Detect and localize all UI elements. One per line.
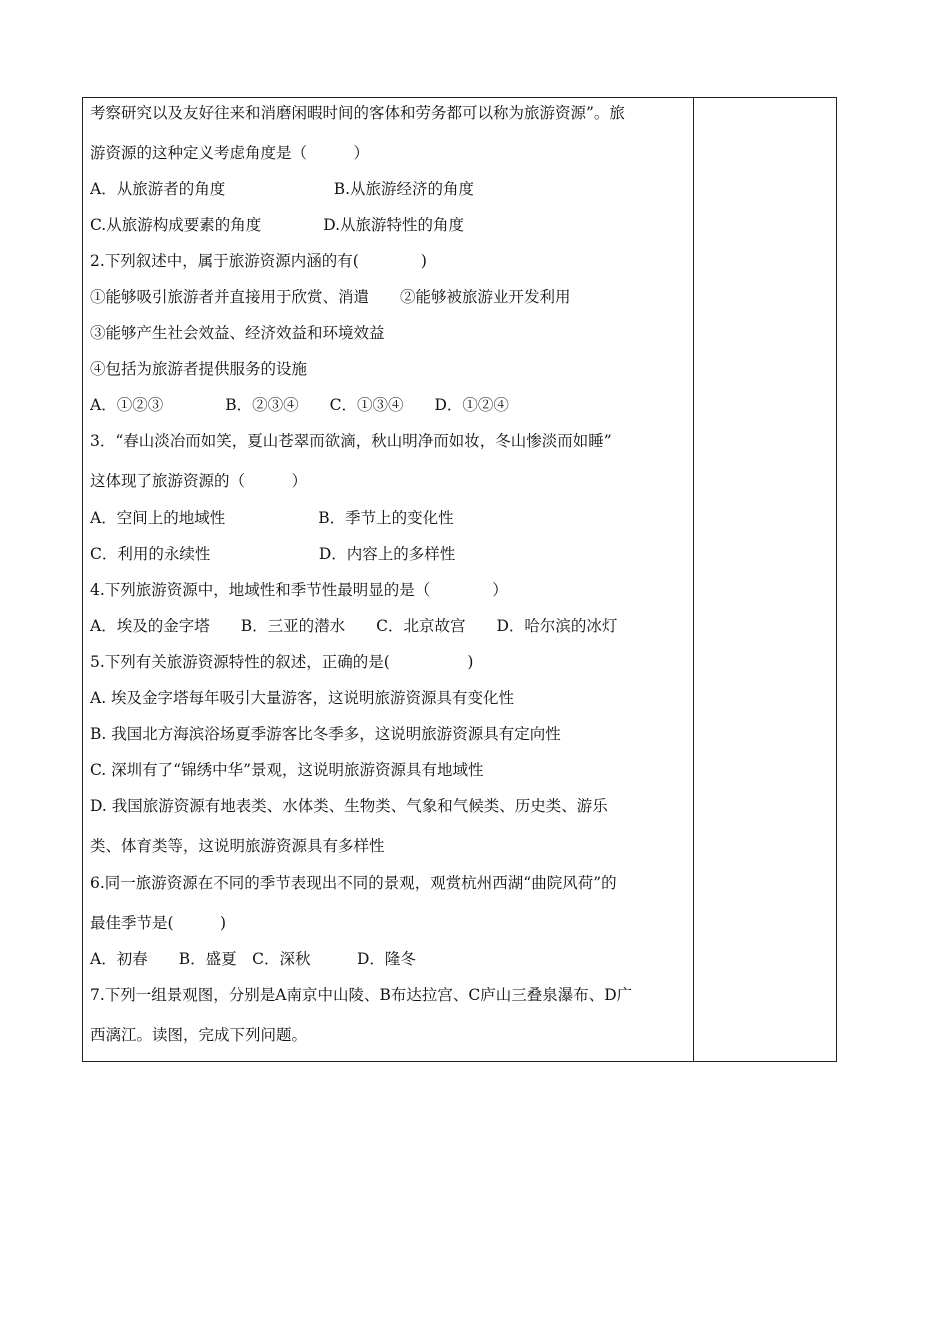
option-line: A．从旅游者的角度 B.从旅游经济的角度: [90, 180, 475, 198]
text-line: 最佳季节是( ): [90, 914, 227, 932]
notes-cell: [694, 98, 836, 1061]
option-line: C. 深圳有了“锦绣中华”景观，这说明旅游资源具有地域性: [90, 761, 484, 779]
text-line: ①能够吸引旅游者并直接用于欣赏、消遣 ②能够被旅游业开发利用: [90, 288, 571, 306]
option-line: B. 我国北方海滨浴场夏季游客比冬季多，这说明旅游资源具有定向性: [90, 725, 561, 743]
question-line: 4.下列旅游资源中，地域性和季节性最明显的是（ ）: [90, 581, 508, 599]
question-line: 6.同一旅游资源在不同的季节表现出不同的景观，观赏杭州西湖“曲院风荷”的: [90, 874, 617, 892]
option-line: D. 我国旅游资源有地表类、水体类、生物类、气象和气候类、历史类、游乐: [90, 797, 608, 815]
option-line: C．利用的永续性 D．内容上的多样性: [90, 545, 456, 563]
option-line: A. 埃及金字塔每年吸引大量游客，这说明旅游资源具有变化性: [90, 689, 515, 707]
option-line: A．空间上的地域性 B．季节上的变化性: [90, 509, 454, 527]
text-line: 游资源的这种定义考虑角度是（ ）: [90, 144, 370, 162]
option-line: A．初春 B．盛夏 C．深秋 D．隆冬: [90, 950, 416, 968]
option-line: A．①②③ B．②③④ C．①③④ D．①②④: [90, 396, 509, 414]
question-line: 2.下列叙述中，属于旅游资源内涵的有( ): [90, 252, 427, 270]
text-line: 类、体育类等，这说明旅游资源具有多样性: [90, 837, 385, 855]
text-line: 这体现了旅游资源的（ ）: [90, 472, 308, 490]
option-line: C.从旅游构成要素的角度 D.从旅游特性的角度: [90, 216, 465, 234]
text-line: 考察研究以及友好往来和消磨闲暇时间的客体和劳务都可以称为旅游资源”。旅: [90, 104, 625, 122]
text-line: ③能够产生社会效益、经济效益和环境效益: [90, 324, 385, 342]
question-line: 7.下列一组景观图，分别是A南京中山陵、B布达拉宫、C庐山三叠泉瀑布、D广: [90, 986, 633, 1004]
text-line: 西漓江。读图，完成下列问题。: [90, 1026, 308, 1044]
text-line: ④包括为旅游者提供服务的设施: [90, 360, 308, 378]
question-line: 5.下列有关旅游资源特性的叙述，正确的是( ): [90, 653, 474, 671]
option-line: A．埃及的金字塔 B．三亚的潜水 C．北京故宫 D．哈尔滨的冰灯: [90, 617, 618, 635]
question-line: 3．“春山淡冶而如笑，夏山苍翠而欲滴，秋山明净而如妆，冬山惨淡而如睡”: [90, 432, 612, 450]
